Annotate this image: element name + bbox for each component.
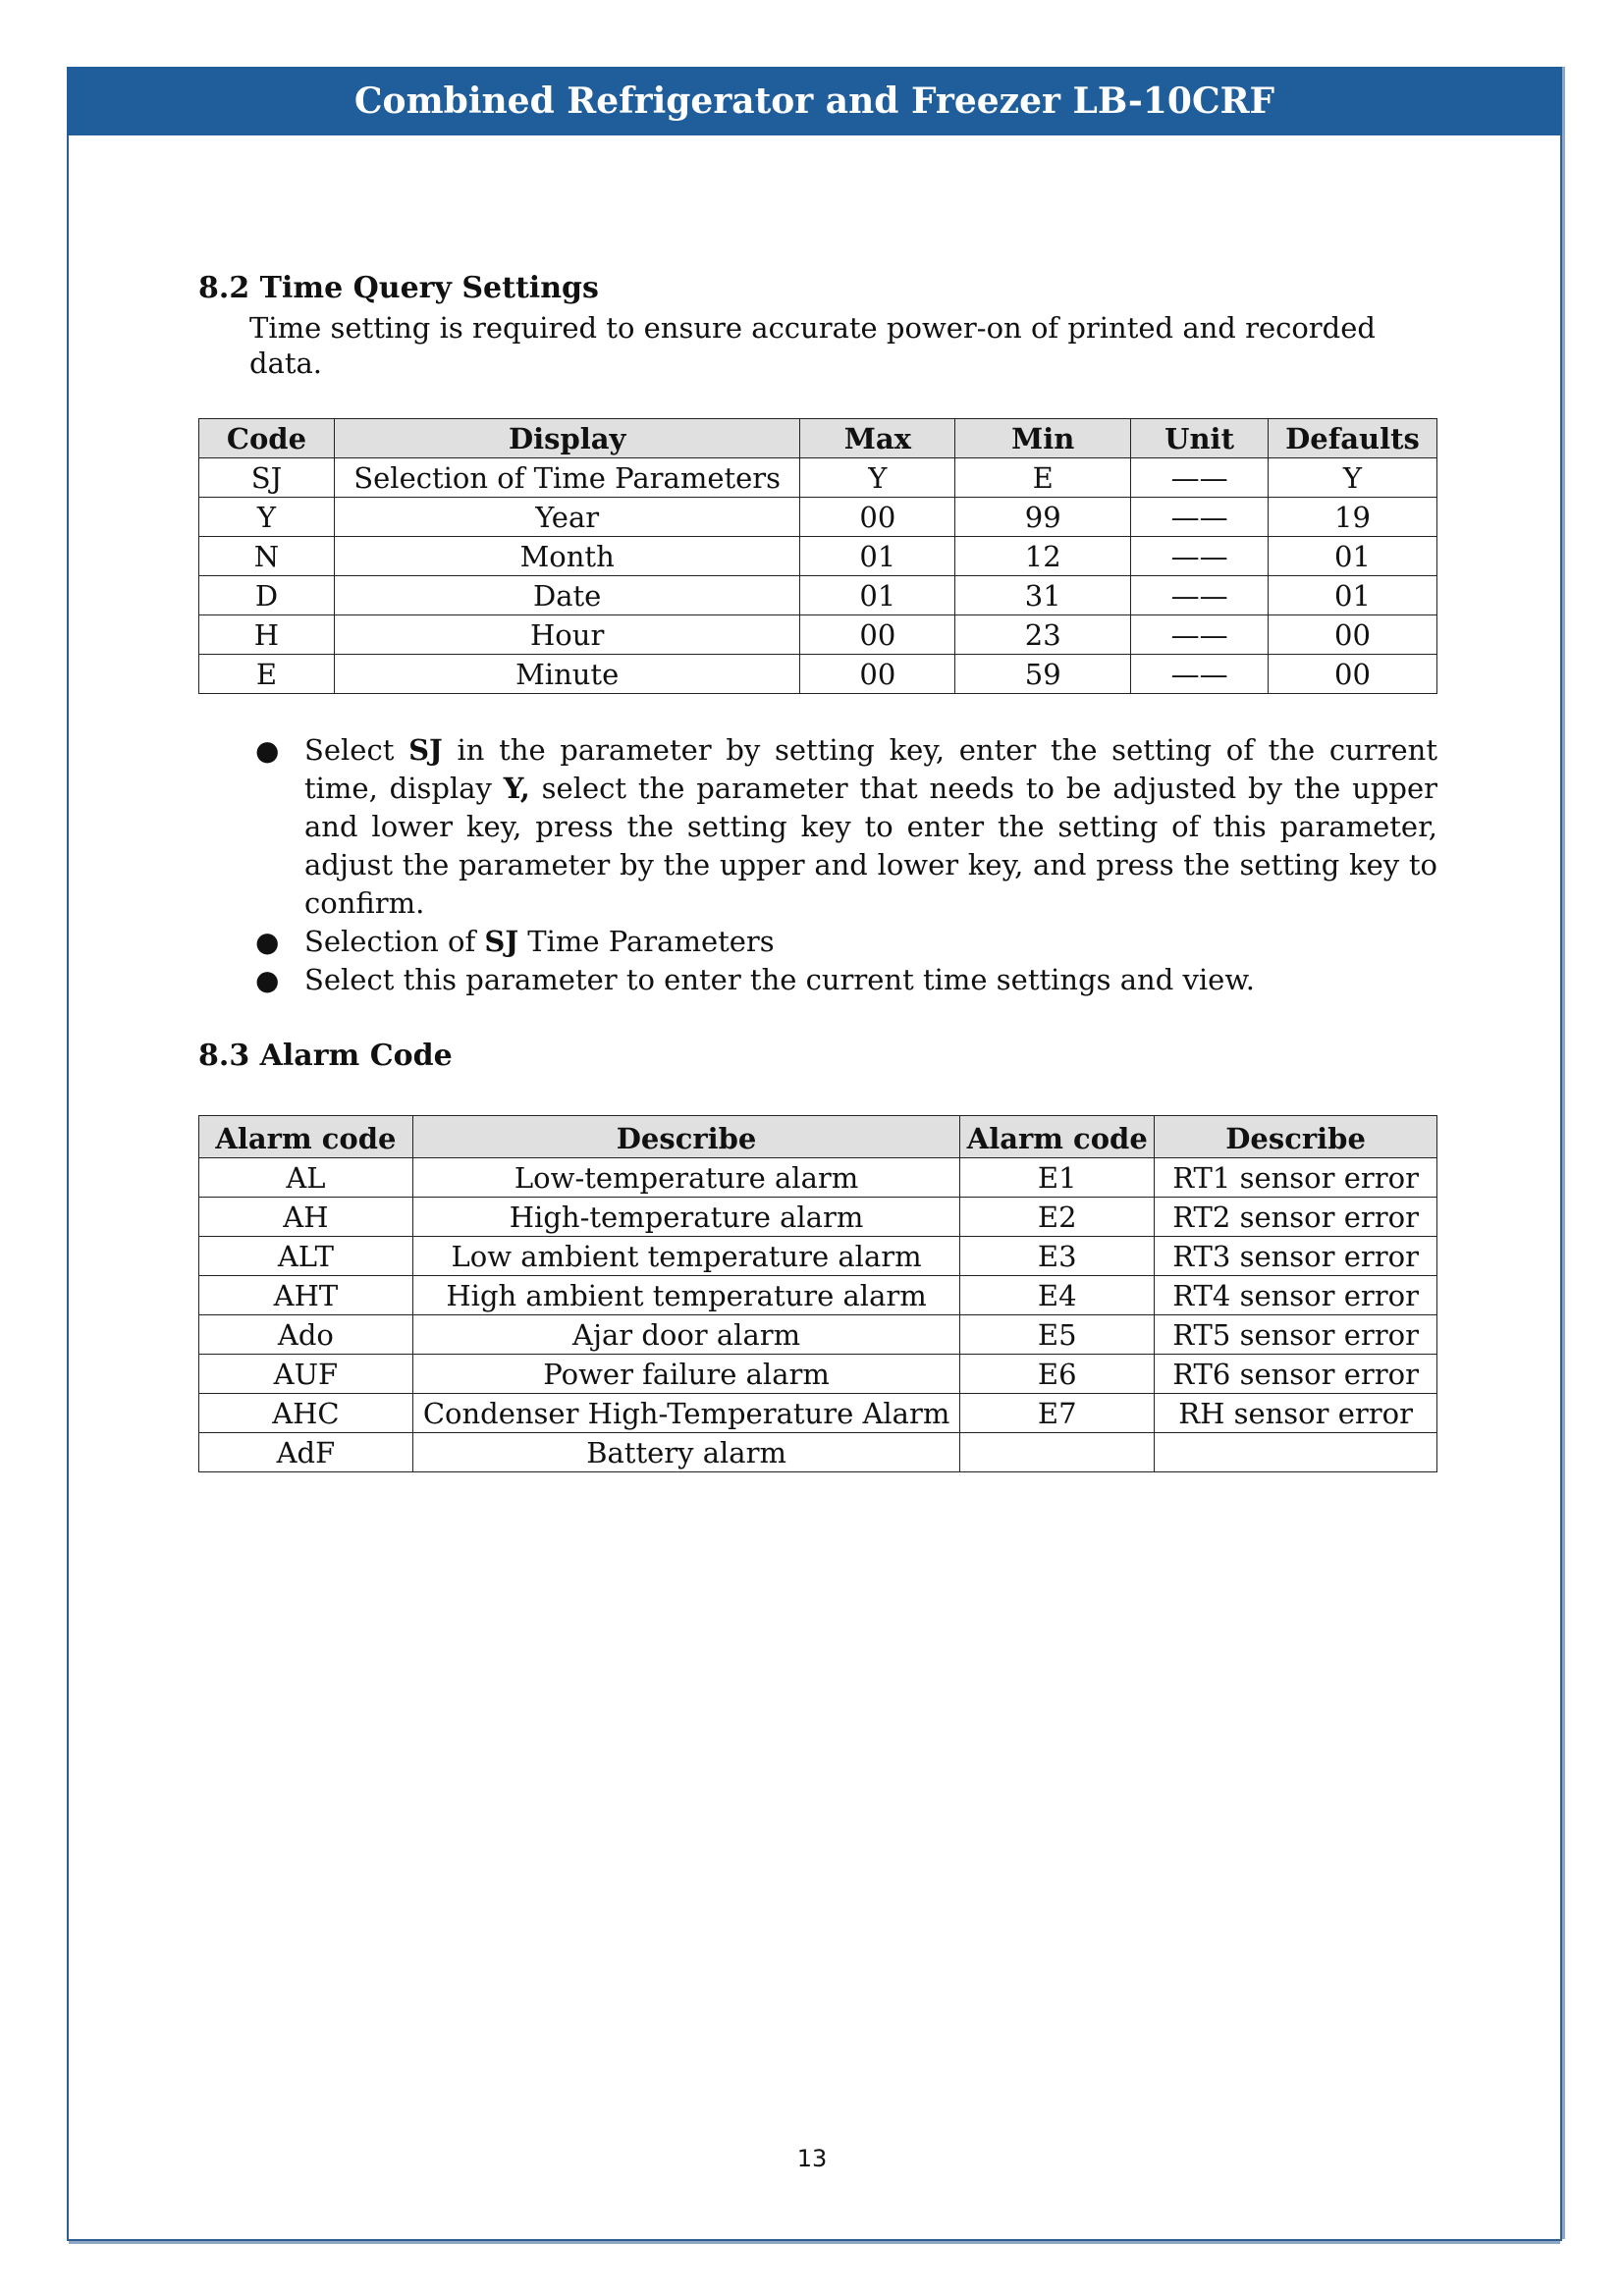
table-cell: D — [199, 576, 335, 615]
table-cell: Y — [1269, 458, 1437, 498]
table-cell: E4 — [960, 1276, 1155, 1315]
table-row — [199, 1394, 1437, 1433]
table-cell: E6 — [960, 1355, 1155, 1394]
table-cell: 01 — [1269, 576, 1437, 615]
table-row — [199, 576, 1437, 615]
table-cell: —— — [1131, 576, 1269, 615]
bullet-text: Select this parameter to enter the current time settings and view. — [304, 963, 1255, 996]
table-row — [199, 1198, 1437, 1237]
bullet-text: Time Parameters — [518, 925, 775, 958]
bullet-bold-text: SJ — [408, 733, 443, 767]
table-cell: Minute — [334, 655, 800, 694]
section-intro: Time setting is required to ensure accurate power-on of printed and recorded data. — [249, 311, 1376, 380]
column-header: Unit — [1131, 419, 1269, 458]
table-cell: 00 — [1269, 615, 1437, 655]
table-cell: E3 — [960, 1237, 1155, 1276]
table-cell: 23 — [955, 615, 1131, 655]
table-row — [199, 1315, 1437, 1355]
table-cell: 01 — [800, 576, 955, 615]
table-cell: Low-temperature alarm — [412, 1158, 959, 1198]
table-cell: Ado — [199, 1315, 413, 1355]
table-cell — [1155, 1433, 1437, 1472]
column-header: Alarm code — [960, 1116, 1155, 1158]
table-row — [199, 1276, 1437, 1315]
table-row — [199, 655, 1437, 694]
table-cell: AL — [199, 1158, 413, 1198]
page-content — [198, 271, 1437, 1472]
table-cell: Condenser High-Temperature Alarm — [412, 1394, 959, 1433]
table-cell: E5 — [960, 1315, 1155, 1355]
table-cell: N — [199, 537, 335, 576]
table-cell: High ambient temperature alarm — [412, 1276, 959, 1315]
section-heading-8-2: 8.2 Time Query Settings — [198, 271, 599, 305]
table-row — [199, 1355, 1437, 1394]
column-header: Defaults — [1269, 419, 1437, 458]
table-cell: 00 — [1269, 655, 1437, 694]
bullet-bold-text: SJ — [484, 925, 519, 958]
bullet-text: Select — [304, 733, 409, 767]
column-header: Min — [955, 419, 1131, 458]
table-cell: 01 — [1269, 537, 1437, 576]
column-header: Display — [334, 419, 800, 458]
table-header-row — [199, 419, 1437, 458]
column-header: Max — [800, 419, 955, 458]
table-cell: Y — [800, 458, 955, 498]
table-cell: —— — [1131, 458, 1269, 498]
table-row — [199, 615, 1437, 655]
document-header — [67, 67, 1562, 135]
table-cell: 12 — [955, 537, 1131, 576]
table-cell: Year — [334, 498, 800, 537]
table-cell: RT2 sensor error — [1155, 1198, 1437, 1237]
section-heading-8-3: 8.3 Alarm Code — [198, 1039, 453, 1073]
bullet-text: in the parameter by setting key, enter the setting of the current time, display — [304, 733, 1437, 805]
table-cell: Hour — [334, 615, 800, 655]
bullet-bold-text: Y, — [503, 772, 530, 805]
table-cell: AUF — [199, 1355, 413, 1394]
table-cell: Date — [334, 576, 800, 615]
table-cell: —— — [1131, 498, 1269, 537]
table-cell: Low ambient temperature alarm — [412, 1237, 959, 1276]
instructions-list — [198, 731, 1437, 999]
table-cell: 01 — [800, 537, 955, 576]
table-row — [199, 498, 1437, 537]
table-cell: E7 — [960, 1394, 1155, 1433]
table-cell: —— — [1131, 655, 1269, 694]
table-cell: 99 — [955, 498, 1131, 537]
table-cell: SJ — [199, 458, 335, 498]
column-header: Alarm code — [199, 1116, 413, 1158]
bullet-icon: ● — [255, 734, 280, 767]
table-cell: E — [955, 458, 1131, 498]
table-cell: RT5 sensor error — [1155, 1315, 1437, 1355]
table-cell: E2 — [960, 1198, 1155, 1237]
table-cell: Battery alarm — [412, 1433, 959, 1472]
table-cell: Ajar door alarm — [412, 1315, 959, 1355]
table-row — [199, 1158, 1437, 1198]
table-cell: 19 — [1269, 498, 1437, 537]
list-item — [255, 961, 1437, 999]
bullet-text: select the parameter that needs to be adjusted by the upper and lower key, press the setting key to enter the setting of this parameter, adjust the parameter by the upper and lower key, and press the setting key to confirm. — [304, 772, 1438, 920]
column-header: Describe — [412, 1116, 959, 1158]
table-cell: AHT — [199, 1276, 413, 1315]
table-cell: 00 — [800, 615, 955, 655]
table-cell: Power failure alarm — [412, 1355, 959, 1394]
table-cell: —— — [1131, 537, 1269, 576]
table-cell: 00 — [800, 498, 955, 537]
table-header-row — [199, 1116, 1437, 1158]
table-cell — [960, 1433, 1155, 1472]
table-cell: RT6 sensor error — [1155, 1355, 1437, 1394]
bullet-text: Selection of — [304, 925, 485, 958]
table-row — [199, 1433, 1437, 1472]
table-cell: H — [199, 615, 335, 655]
table-row — [199, 458, 1437, 498]
table-cell: RH sensor error — [1155, 1394, 1437, 1433]
table-cell: 00 — [800, 655, 955, 694]
list-item — [255, 923, 1437, 961]
table-cell: AHC — [199, 1394, 413, 1433]
table-cell: —— — [1131, 615, 1269, 655]
page-number: 13 — [796, 2145, 828, 2172]
table-cell: RT4 sensor error — [1155, 1276, 1437, 1315]
document-title: Combined Refrigerator and Freezer LB-10CRF — [353, 80, 1275, 122]
table-cell: Selection of Time Parameters — [334, 458, 800, 498]
table-cell: AdF — [199, 1433, 413, 1472]
bullet-icon: ● — [255, 964, 280, 996]
table-cell: High-temperature alarm — [412, 1198, 959, 1237]
table-cell: 31 — [955, 576, 1131, 615]
column-header: Describe — [1155, 1116, 1437, 1158]
table-row — [199, 1237, 1437, 1276]
table-cell: ALT — [199, 1237, 413, 1276]
column-header: Code — [199, 419, 335, 458]
table-cell: RT1 sensor error — [1155, 1158, 1437, 1198]
table-cell: RT3 sensor error — [1155, 1237, 1437, 1276]
list-item — [255, 731, 1438, 923]
table-cell: Y — [199, 498, 335, 537]
table-cell: E1 — [960, 1158, 1155, 1198]
alarm-code-table — [198, 1115, 1437, 1472]
table-cell: Month — [334, 537, 800, 576]
table-row — [199, 537, 1437, 576]
time-parameters-table — [198, 418, 1437, 694]
table-cell: AH — [199, 1198, 413, 1237]
table-cell: 59 — [955, 655, 1131, 694]
table-cell: E — [199, 655, 335, 694]
bullet-icon: ● — [255, 926, 280, 958]
